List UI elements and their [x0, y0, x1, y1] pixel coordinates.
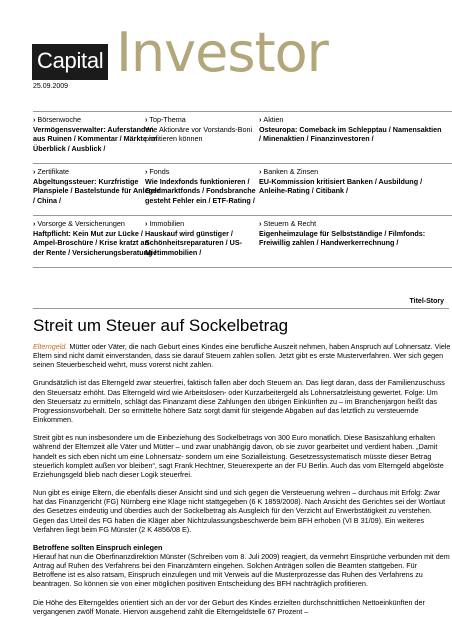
nav-section-links[interactable]: Hauskauf wird günstiger / Schönheitsreparaturen / US-Mietimmobilien /	[145, 228, 243, 257]
nav-section-head[interactable]: › Banken & Zinsen	[259, 167, 445, 177]
nav-section-head[interactable]: › Fonds	[145, 167, 273, 177]
nav-section-immobilien[interactable]	[145, 219, 273, 257]
masthead	[0, 0, 452, 100]
nav-section-links[interactable]: Abgeltungssteuer: Kurzfristige Planspiele / Bastelstunde für Anleger / China /	[33, 176, 160, 205]
capital-logo-text: Capital	[37, 48, 104, 73]
nav-section-links[interactable]: EU-Kommission kritisiert Banken / Ausbildung / Anleihe-Rating / Citibank /	[259, 176, 423, 196]
nav-row	[33, 111, 452, 159]
nav-section-links[interactable]: Wie Indexfonds funktionieren / Geldmarktfonds / Fondsbranche gesteht Fehler ein / ETF-Rating /	[145, 176, 256, 205]
nav-section-links[interactable]: Wie Aktionäre vor Vorstands-Boni profitieren können	[145, 124, 253, 144]
nav-section-head[interactable]: › Aktien	[259, 115, 445, 125]
nav-section-head[interactable]: › Top-Thema	[145, 115, 273, 125]
divider	[33, 308, 449, 309]
nav-section-links[interactable]: Vermögensverwalter: Auferstanden aus Ruinen / Kommentar / Märkte im Überblick / Ausblick /	[33, 124, 158, 153]
nav-section-head[interactable]: › Börsenwoche	[33, 115, 161, 125]
nav-section-head[interactable]: › Vorsorge & Versicherungen	[33, 219, 161, 229]
article-headline: Streit um Steuer auf Sockelbetrag	[33, 316, 289, 335]
nav-section-aktien[interactable]	[259, 115, 445, 144]
nav-section-boersenwoche[interactable]	[33, 115, 161, 153]
nav-section-vorsorge[interactable]	[33, 219, 161, 257]
article-text: Mütter oder Väter, die nach Geburt eines Kindes eine berufliche Auszeit nehmen, haben Anspruch auf Lohnersatz. Viele Eltern sind nicht damit einverstanden, dass sie darauf Steuern zahlen sollen. Jetzt gibt es erste Musterverfahren. Wer sich gegen seinen Steuerbescheid wehrt, muss vorerst nicht zahlen.	[33, 342, 451, 370]
article-paragraph: Grundsätzlich ist das Elterngeld zwar steuerfrei, faktisch fallen aber doch Steuern an. Das liegt daran, dass der Familienzuschuss den Steuersatz erhöht. Das Elterngeld wird wie Arbeitslosen- oder Kurzarbeitergeld als Lohnersatzleistung gewertet. Folge: Um den Steuersatz zu ermitteln, schlägt das Finanzamt diese Zahlungen den übrigen Einkünften zu – im Branchenjargon heißt das Progressionsvorbehalt. Der so ermittelte höhere Satz sorgt damit für steigende Abgaben auf das letztlich zu versteuernde Einkommen.	[33, 378, 445, 425]
section-label: Titel-Story	[409, 298, 444, 305]
divider	[33, 267, 452, 268]
nav-section-links[interactable]: Eigenheimzulage für Selbstständige / Filmfonds: Freiwillig zahlen / Handwerkerrechnung /	[259, 228, 426, 248]
keyword-link[interactable]: Elterngeld.	[33, 342, 68, 351]
nav-section-head[interactable]: › Immobilien	[145, 219, 273, 229]
article-text: Hierauf hat nun die Oberfinanzdirektion Münster (Schreiben vom 8. Juli 2009) reagiert, da vermehrt Einsprüche verbunden mit dem Antrag auf Ruhen des Verfahrens bei den Finanzämtern eingehen. Solchen Anträgen sollen die Beamten stattgeben. Für Betroffene ist es also ratsam, Einspruch einzulegen und mit Verweis auf die Musterprozesse das Ruhen des Verfahrens zu beantragen. So können sie von einer möglichen positiven Entscheidung des BFH nachträglich profitieren.	[33, 551, 450, 589]
article-paragraph: Die Höhe des Elterngeldes orientiert sich an der vor der Geburt des Kindes erzielten durchschnittlichen Nettoeinkünften der vergangenen zwölf Monate. Hiervon ausgehend zahlt die Elterngeldstelle 67 Prozent –	[33, 597, 425, 616]
capital-logo[interactable]	[32, 44, 108, 80]
nav-section-head[interactable]: › Zertifikate	[33, 167, 161, 177]
nav-section-fonds[interactable]	[145, 167, 273, 205]
article-paragraph: Nun gibt es einige Eltern, die ebenfalls dieser Ansicht sind und sich gegen die Versteuerung wehren – durchaus mit Erfolg: Zwar hat das Finanzgericht (FG) Nürnberg eine Klage nicht stattgegeben (6 K 1859/2008). Nach Ansicht des Gerichtes sei der Wortlaut des Gesetzes eindeutig und überdies auch der Sockelbetrag als Ausgleich für den Verzicht auf Erwerbstätigkeit zu verstehen. Gegen das Urteil des FG haben die Kläger aber Nichtzulassungsbeschwerde beim BFH erhoben (VI B 31/09). Ein weiteres Verfahren liegt beim FG Münster (2 K 4856/08 E).	[33, 488, 446, 534]
nav-section-head[interactable]: › Steuern & Recht	[259, 219, 445, 229]
article-body	[33, 342, 451, 625]
nav-row	[33, 215, 452, 263]
nav-section-zertifikate[interactable]	[33, 167, 161, 205]
nav-row	[33, 163, 452, 211]
nav-section-banken-zinsen[interactable]	[259, 167, 445, 196]
nav-section-links[interactable]: Haftpflicht: Kein Mut zur Lücke / Ampel-Broschüre / Krise kratzt an der Rente / Versicherungsberatung /	[33, 228, 157, 257]
investor-logo[interactable]: Investor	[116, 21, 328, 84]
article-paragraph: Streit gibt es nun insbesondere um die Einbeziehung des Sockelbetrags von 300 Euro monatlich. Diese Basiszahlung erhalten während der Elternzeit alle Väter und Mütter – und zwar unabhängig davon, ob sie zuvor gearbeitet und verdient haben. „Damit handelt es sich eben nicht um eine Lohnersatz- sondern um eine Sozialleistung. Gesetzessystematisch müsste dieser Betrag steuerlich komplett außen vor bleiben“, sagt Frank Hechtner, Steuerexperte an der FU Berlin. Auch das vom Elterngeld abgelöste Erziehungsgeld blieb nach dieser Logik steuerfrei.	[33, 433, 444, 479]
nav-section-links[interactable]: Osteuropa: Comeback im Schlepptau / Namensaktien / Minenaktien / Finanzinvestoren /	[259, 124, 442, 144]
article-paragraph	[33, 543, 451, 589]
article-subheading: Betroffene sollten Einspruch einlegen	[33, 542, 163, 552]
issue-date: 25.09.2009	[33, 83, 69, 90]
nav-section-top-thema[interactable]	[145, 115, 273, 144]
article-paragraph	[33, 342, 451, 369]
nav-section-steuern-recht[interactable]	[259, 219, 445, 248]
